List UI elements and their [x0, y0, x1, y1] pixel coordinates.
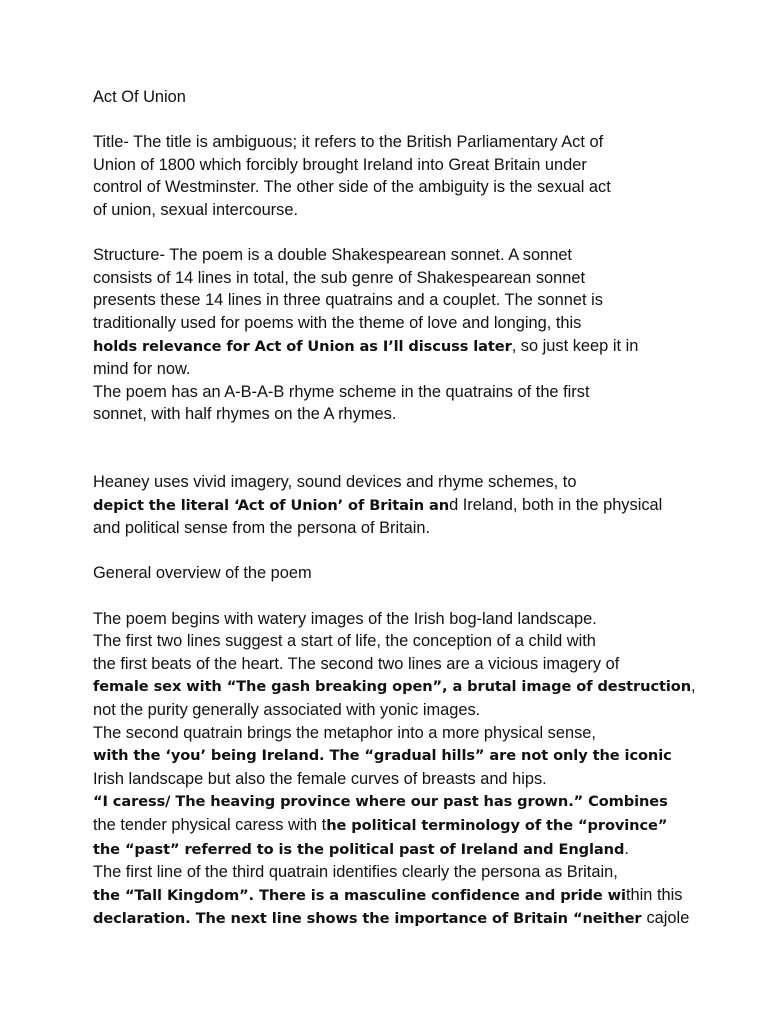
text-line	[93, 244, 693, 267]
text-line	[93, 289, 693, 312]
overview-paragraph	[93, 608, 696, 931]
overview-heading	[93, 562, 693, 585]
text-run: The first line of the third quatrain identifies clearly the persona as Britain,	[93, 863, 618, 882]
text-line	[93, 154, 693, 177]
spacer	[93, 426, 693, 471]
text-line	[93, 814, 693, 838]
text-run: Heaney uses vivid imagery, sound devices and rhyme schemes, to	[93, 473, 577, 492]
text-line	[93, 176, 693, 199]
text-run: consists of 14 lines in total, the sub genre of Shakespearean sonnet	[93, 268, 586, 287]
text-line	[93, 267, 693, 290]
heaney-paragraph	[93, 471, 693, 540]
bold-text-run: with the ‘you’ being Ireland. The “gradual hills” are not only the iconic	[93, 747, 672, 765]
text-run: The poem begins with watery images of the Irish bog-land landscape.	[93, 609, 597, 628]
text-run: ,	[691, 677, 696, 696]
text-run: The second quatrain brings the metaphor into a more physical sense,	[93, 723, 596, 742]
overview-heading-text: General overview of the poem	[93, 564, 312, 583]
bold-text-run: female sex with “The gash breaking open”, a brutal image of destruction	[93, 678, 691, 696]
text-line	[93, 312, 693, 335]
text-line	[93, 861, 693, 884]
bold-text-run: the “past” referred to is the political past of Ireland and England	[93, 840, 625, 858]
text-run: .	[624, 839, 629, 858]
text-line	[93, 199, 693, 222]
text-line	[93, 517, 693, 540]
bold-text-run: the “Tall Kingdom”. There is a masculine confidence and pride wi	[93, 886, 626, 904]
document-page	[93, 86, 696, 931]
text-run: sonnet, with half rhymes on the A rhymes.	[93, 405, 397, 424]
text-run: Union of 1800 which forcibly brought Ireland into Great Britain under	[93, 155, 587, 174]
text-run: and political sense from the persona of Britain.	[93, 519, 431, 538]
text-line	[93, 335, 693, 359]
text-run: of union, sexual intercourse.	[93, 200, 299, 219]
spacer	[93, 540, 693, 563]
text-line	[93, 790, 693, 814]
spacer	[93, 585, 693, 608]
text-line	[93, 381, 693, 404]
document-title	[93, 86, 693, 109]
bold-text-run: holds relevance for Act of Union as I’ll discuss later	[93, 337, 512, 355]
text-line	[93, 744, 693, 768]
text-line	[93, 494, 693, 518]
bold-text-run: “I caress/ The heaving province where our past has grown.” Combines	[93, 793, 668, 811]
structure-paragraph	[93, 244, 693, 426]
text-run: The first two lines suggest a start of life, the conception of a child with	[93, 632, 596, 651]
text-line	[93, 768, 693, 791]
text-run: d Ireland, both in the physical	[449, 495, 663, 514]
spacer	[93, 222, 693, 245]
text-run: the first beats of the heart. The second two lines are a vicious imagery of	[93, 654, 620, 673]
text-line	[93, 653, 693, 676]
text-line	[93, 608, 693, 631]
text-run: Structure- The poem is a double Shakespearean sonnet. A sonnet	[93, 246, 572, 265]
text-line	[93, 675, 696, 699]
text-line	[93, 403, 693, 426]
text-run: control of Westminster. The other side of the ambiguity is the sexual act	[93, 178, 611, 197]
text-run: Irish landscape but also the female curves of breasts and hips.	[93, 769, 547, 788]
text-run: the tender physical caress with t	[93, 816, 327, 834]
text-line	[93, 630, 693, 653]
text-line	[93, 722, 693, 745]
text-run: mind for now.	[93, 360, 191, 379]
text-run: cajole	[646, 909, 690, 928]
text-line	[93, 471, 693, 494]
bold-text-run: depict the literal ‘Act of Union’ of Britain an	[93, 496, 450, 514]
text-run: traditionally used for poems with the theme of love and longing, this	[93, 313, 582, 332]
text-run: not the purity generally associated with yonic images.	[93, 701, 481, 720]
text-run: presents these 14 lines in three quatrains and a couplet. The sonnet is	[93, 291, 603, 310]
text-line	[93, 907, 693, 931]
bold-text-run: declaration. The next line shows the importance of Britain “neither	[93, 910, 647, 928]
text-line	[93, 884, 693, 908]
text-run: Title- The title is ambiguous; it refers to the British Parliamentary Act of	[93, 133, 604, 152]
text-line	[93, 131, 693, 154]
text-run: , so just keep it in	[511, 336, 639, 355]
spacer	[93, 109, 693, 132]
text-run: The poem has an A-B-A-B rhyme scheme in the quatrains of the first	[93, 382, 590, 401]
bold-text-run: he political terminology of the “province”	[326, 817, 668, 834]
text-run: thin this	[625, 885, 683, 904]
text-line	[93, 838, 693, 862]
text-line	[93, 699, 693, 722]
title-text: Act Of Union	[93, 88, 186, 106]
title-paragraph	[93, 131, 693, 221]
text-line	[93, 358, 693, 381]
